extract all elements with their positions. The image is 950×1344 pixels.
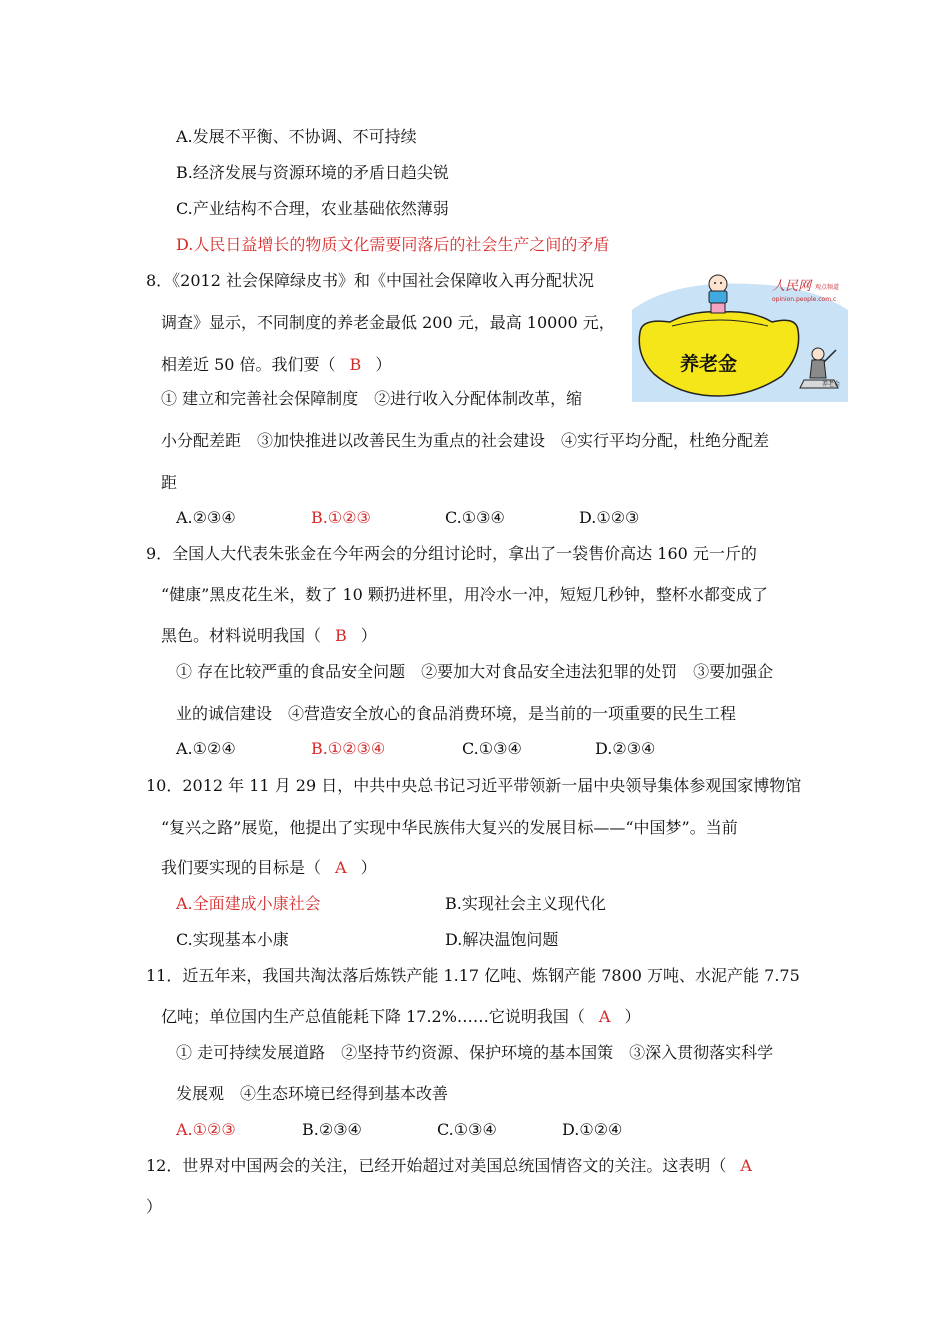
- q11-option-a-answer: A.①②③: [176, 1120, 236, 1139]
- q9-answer: B: [335, 626, 347, 645]
- q10-option-c: C.实现基本小康: [176, 930, 289, 949]
- q9-stem-line3: [161, 625, 377, 647]
- q12-answer: A: [740, 1156, 752, 1175]
- q11-option-c: C.①③④: [437, 1120, 497, 1139]
- q9-statements-line2: 业的诚信建设 ④营造安全放心的食品消费环境，是当前的一项重要的民生工程: [176, 704, 737, 723]
- q12-stem-line2: ）: [146, 1197, 163, 1216]
- q10-stem-line3: [161, 857, 377, 879]
- q8-statements-line3: 距: [161, 473, 178, 492]
- q11-stem-line2: [161, 1006, 641, 1028]
- q12-stem-line1: [146, 1155, 752, 1177]
- q8-statements-line1: ① 建立和完善社会保障制度 ②进行收入分配体制改革，缩: [161, 389, 583, 408]
- cartoon-small-label: 养老金: [822, 381, 841, 388]
- q10-stem-line1: 10．2012 年 11 月 29 日，中共中央总书记习近平带领新一届中央领导集体参观国家博物馆: [146, 776, 802, 795]
- q9-stem-line3-text: 黑色。材料说明我国（: [161, 626, 322, 645]
- q9-statements-line1: ① 存在比较严重的食品安全问题 ②要加大对食品安全违法犯罪的处罚 ③要加强企: [176, 662, 774, 681]
- q9-option-a: A.①②④: [176, 739, 236, 758]
- q10-answer: A: [335, 858, 347, 877]
- q8-stem-close: ）: [375, 355, 392, 374]
- pension-cartoon: [632, 270, 848, 402]
- q10-stem-close: ）: [360, 858, 377, 877]
- cartoon-ingot-text: 养老金: [680, 353, 738, 375]
- q10-stem-line2: “复兴之路”展览，他提出了实现中华民族伟大复兴的发展目标——“中国梦”。当前: [161, 818, 738, 837]
- q8-answer: B: [349, 355, 362, 374]
- q11-statements-line2: 发展观 ④生态环境已经得到基本改善: [176, 1084, 449, 1103]
- q11-answer: A: [598, 1007, 611, 1026]
- q8-stem-line3-text: 相差近 50 倍。我们要（: [161, 355, 336, 374]
- q8-option-a: A.②③④: [176, 508, 236, 527]
- cartoon-logo: 人民网: [772, 279, 812, 294]
- q9-stem-line1: 9．全国人大代表朱张金在今年两会的分组讨论时，拿出了一袋售价高达 160 元一斤的: [146, 544, 757, 563]
- q12-stem-line1-text: 12．世界对中国两会的关注，已经开始超过对美国总统国情咨文的关注。这表明（: [146, 1156, 727, 1175]
- q10-stem-line3-text: 我们要实现的目标是（: [161, 858, 322, 877]
- q7-option-b: B.经济发展与资源环境的矛盾日趋尖锐: [176, 163, 449, 182]
- q9-stem-line2: “健康”黑皮花生米，数了 10 颗扔进杯里，用冷水一冲，短短几秒钟，整杯水都变成了: [161, 585, 768, 604]
- q8-option-d: D.①②③: [579, 508, 640, 527]
- cartoon-url: opinion.people.com.c: [772, 296, 837, 303]
- q8-option-b-answer: B.①②③: [311, 508, 371, 527]
- q10-option-d: D.解决温饱问题: [445, 930, 559, 949]
- q10-option-a-answer: A.全面建成小康社会: [176, 894, 321, 913]
- q9-option-b-answer: B.①②③④: [311, 739, 386, 758]
- q8-stem-line2: 调查》显示，不同制度的养老金最低 200 元，最高 10000 元，: [161, 313, 615, 332]
- q11-stem-line2-text: 亿吨；单位国内生产总值能耗下降 17.2%……它说明我国（: [161, 1007, 585, 1026]
- q11-option-b: B.②③④: [302, 1120, 362, 1139]
- q7-option-d-answer: D.人民日益增长的物质文化需要同落后的社会生产之间的矛盾: [176, 235, 610, 254]
- cartoon-logo-sub: 观点频道: [815, 284, 840, 291]
- q8-option-c: C.①③④: [445, 508, 505, 527]
- q7-option-c: C.产业结构不合理，农业基础依然薄弱: [176, 199, 449, 218]
- q7-option-a: A.发展不平衡、不协调、不可持续: [176, 127, 417, 146]
- q8-stem-line1: 8．《2012 社会保障绿皮书》和《中国社会保障收入再分配状况: [146, 271, 594, 290]
- q9-option-c: C.①③④: [462, 739, 522, 758]
- q11-stem-close: ）: [624, 1007, 641, 1026]
- q11-option-d: D.①②④: [562, 1120, 623, 1139]
- q8-stem-line3: [161, 354, 391, 376]
- q11-stem-line1: 11．近五年来，我国共淘汰落后炼铁产能 1.17 亿吨、炼钢产能 7800 万吨、水泥产能 7.75: [146, 966, 800, 985]
- q11-statements-line1: ① 走可持续发展道路 ②坚持节约资源、保护环境的基本国策 ③深入贯彻落实科学: [176, 1043, 774, 1062]
- pension-cartoon-image: [632, 270, 848, 402]
- q9-stem-close: ）: [360, 626, 377, 645]
- q8-statements-line2: 小分配差距 ③加快推进以改善民生为重点的社会建设 ④实行平均分配，杜绝分配差: [161, 431, 770, 450]
- q9-option-d: D.②③④: [595, 739, 656, 758]
- q10-option-b: B.实现社会主义现代化: [445, 894, 606, 913]
